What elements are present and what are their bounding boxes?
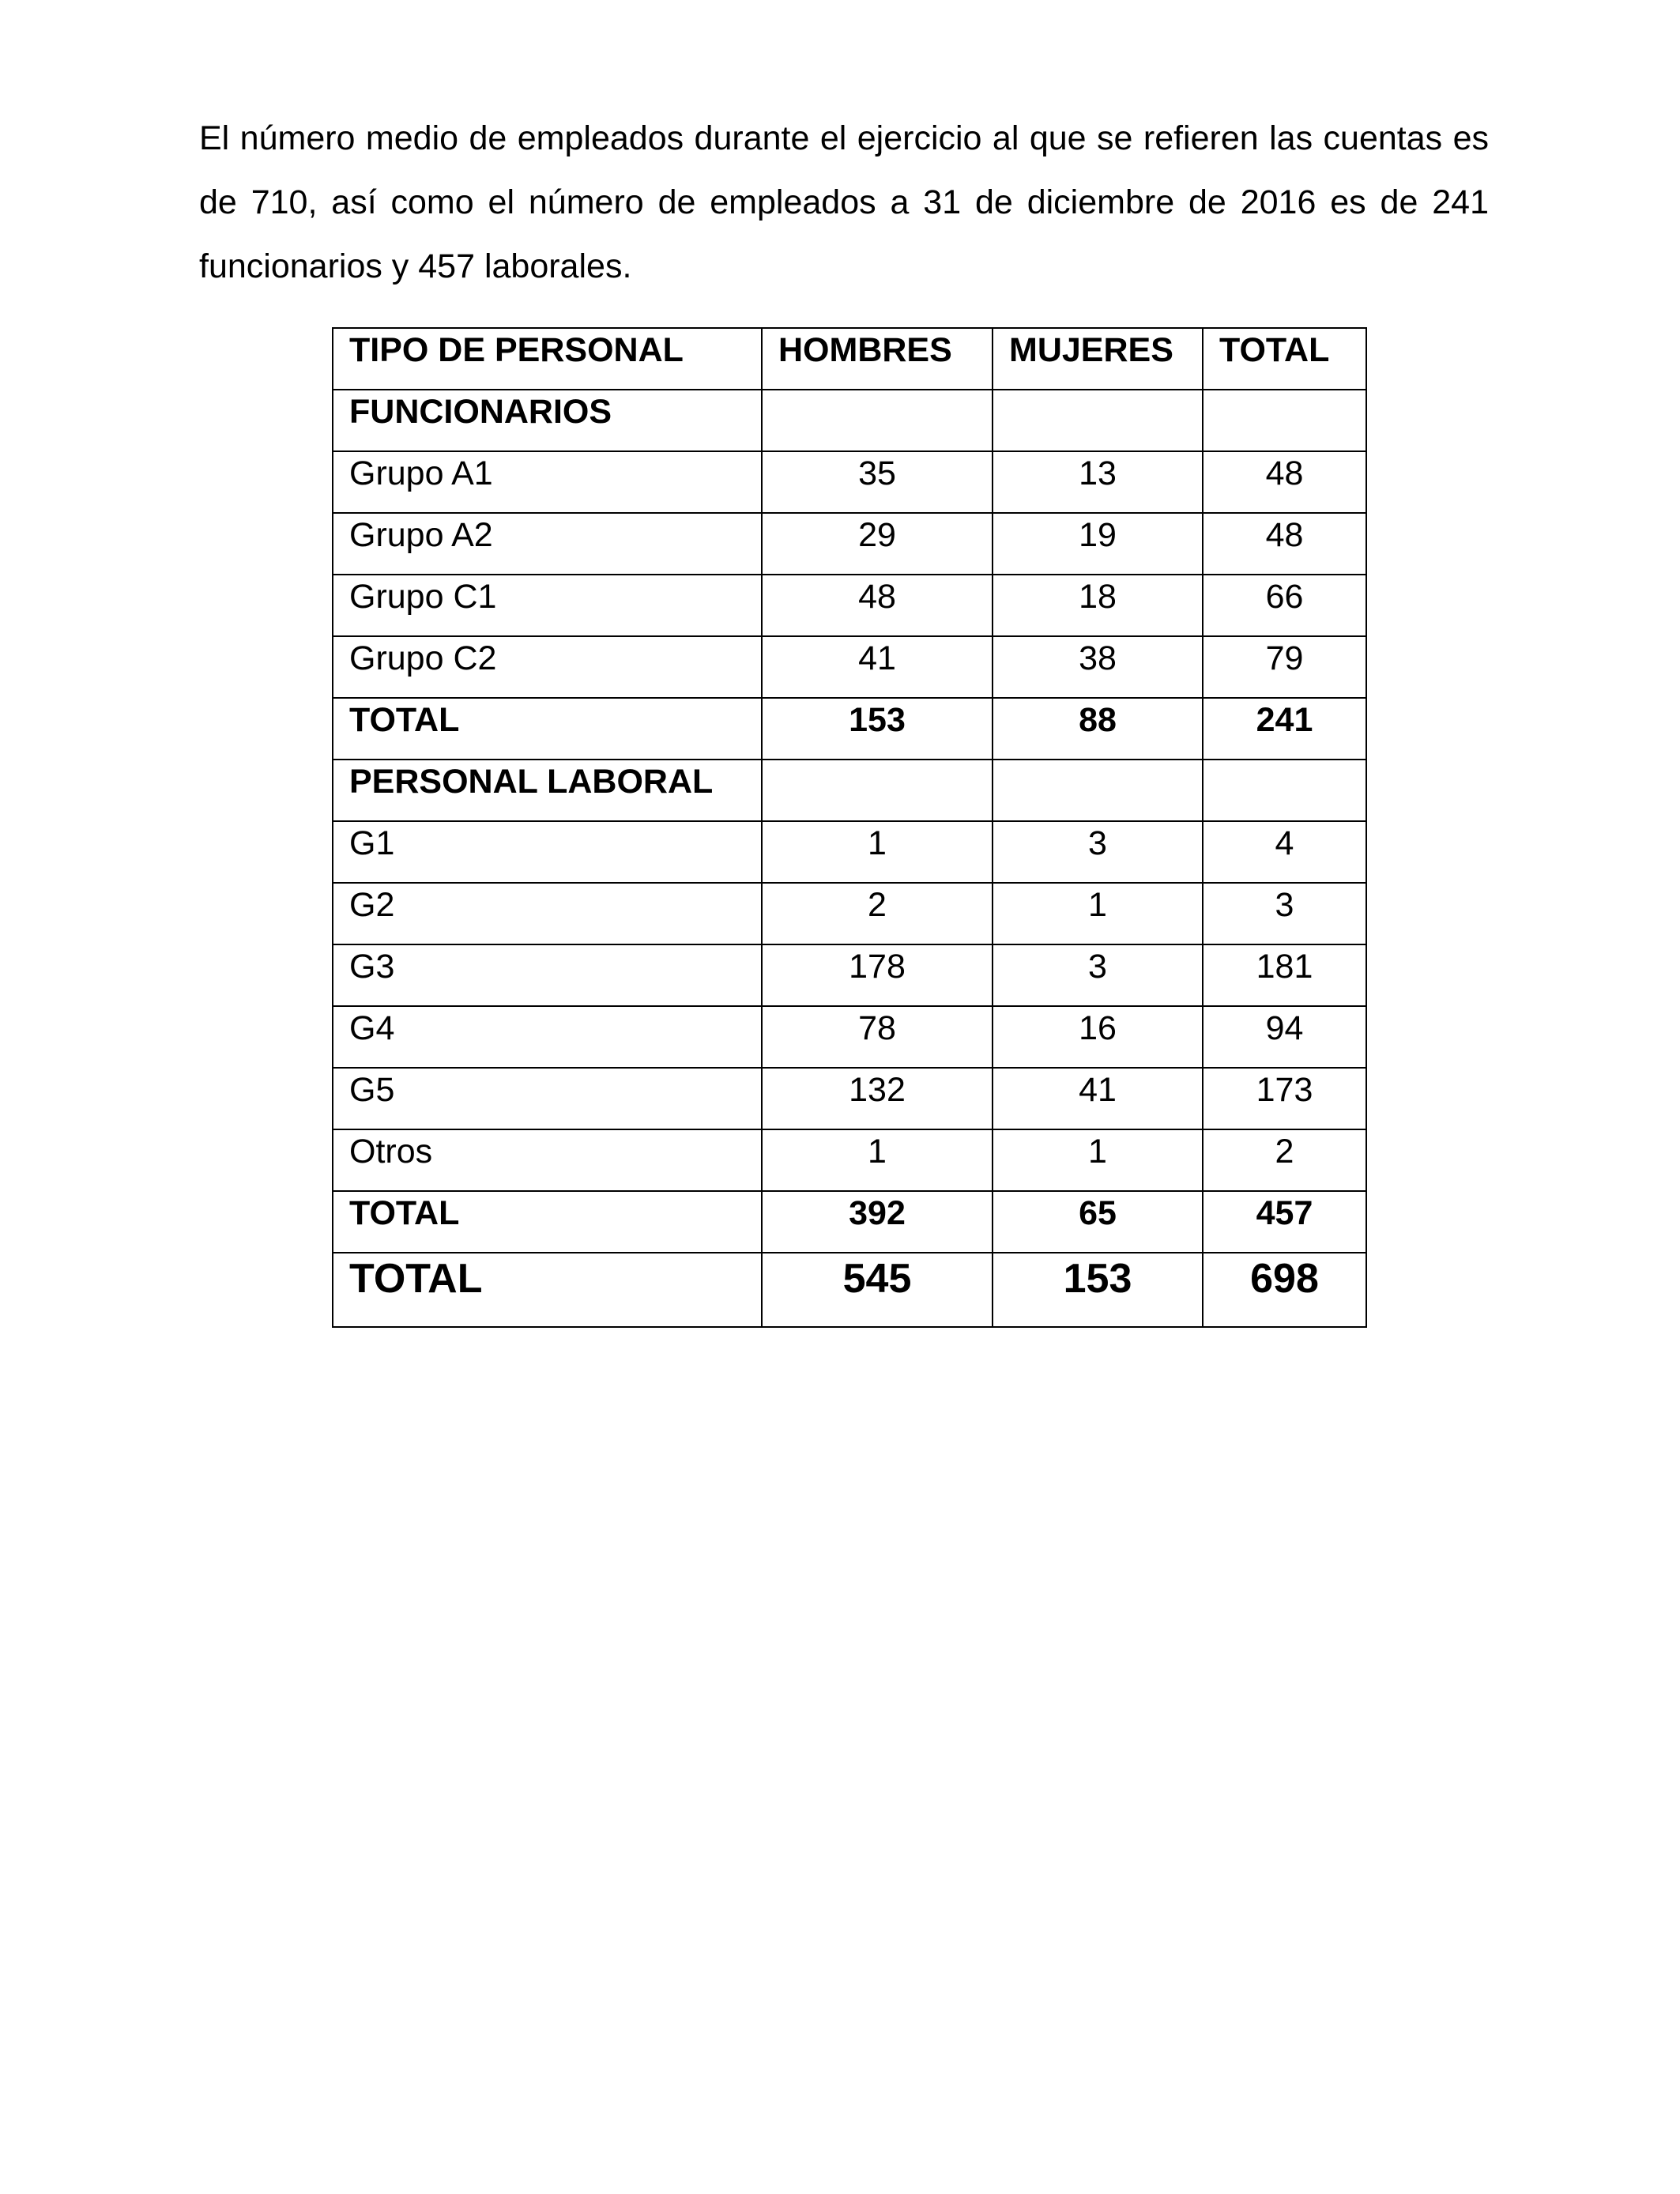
row-label: Grupo C2: [333, 636, 762, 698]
hombres-cell: 1: [762, 821, 993, 883]
table-row: [333, 636, 1366, 698]
mujeres-cell: 13: [993, 451, 1203, 513]
section-label: FUNCIONARIOS: [333, 390, 762, 451]
grand-total-label: TOTAL: [333, 1253, 762, 1327]
intro-paragraph: El número medio de empleados durante el ejercicio al que se refieren las cuentas es de 710, así como el número de empleados a 31 de diciembre de 2016 es de 241 funcionarios y 457 laborales.: [199, 119, 1489, 285]
row-label: G1: [333, 821, 762, 883]
total-cell: 48: [1203, 451, 1366, 513]
table-row: [333, 1068, 1366, 1129]
subtotal-hombres: 153: [762, 698, 993, 760]
hombres-cell: 41: [762, 636, 993, 698]
total-cell: 181: [1203, 944, 1366, 1006]
table-row: [333, 883, 1366, 944]
subtotal-total: 457: [1203, 1191, 1366, 1253]
mujeres-cell: 18: [993, 575, 1203, 636]
grand-total-row: [333, 1253, 1366, 1327]
header-tipo: TIPO DE PERSONAL: [333, 328, 762, 390]
mujeres-cell: 3: [993, 821, 1203, 883]
mujeres-cell: 16: [993, 1006, 1203, 1068]
table-row: [333, 451, 1366, 513]
total-cell: 4: [1203, 821, 1366, 883]
total-cell: 3: [1203, 883, 1366, 944]
subtotal-hombres: 392: [762, 1191, 993, 1253]
hombres-cell: 132: [762, 1068, 993, 1129]
total-cell: 79: [1203, 636, 1366, 698]
hombres-cell: 2: [762, 883, 993, 944]
row-label: Otros: [333, 1129, 762, 1191]
total-cell: 94: [1203, 1006, 1366, 1068]
section-label: PERSONAL LABORAL: [333, 760, 762, 821]
subtotal-label: TOTAL: [333, 698, 762, 760]
row-label: Grupo A2: [333, 513, 762, 575]
table-row: [333, 1006, 1366, 1068]
hombres-cell: 1: [762, 1129, 993, 1191]
mujeres-cell: 41: [993, 1068, 1203, 1129]
subtotal-mujeres: 88: [993, 698, 1203, 760]
table-row: [333, 513, 1366, 575]
subtotal-row-funcionarios: [333, 698, 1366, 760]
grand-total-total: 698: [1203, 1253, 1366, 1327]
total-cell: 66: [1203, 575, 1366, 636]
hombres-cell: 29: [762, 513, 993, 575]
row-label: G2: [333, 883, 762, 944]
header-mujeres: MUJERES: [993, 328, 1203, 390]
staff-table: [332, 327, 1367, 1328]
hombres-cell: 35: [762, 451, 993, 513]
subtotal-mujeres: 65: [993, 1191, 1203, 1253]
hombres-cell: 78: [762, 1006, 993, 1068]
table-header-row: [333, 328, 1366, 390]
total-cell: 2: [1203, 1129, 1366, 1191]
header-total: TOTAL: [1203, 328, 1366, 390]
table-row: [333, 1129, 1366, 1191]
mujeres-cell: 1: [993, 883, 1203, 944]
total-cell: 48: [1203, 513, 1366, 575]
row-label: G3: [333, 944, 762, 1006]
hombres-cell: 48: [762, 575, 993, 636]
subtotal-row-laboral: [333, 1191, 1366, 1253]
section-row-funcionarios: [333, 390, 1366, 451]
header-hombres: HOMBRES: [762, 328, 993, 390]
section-row-laboral: [333, 760, 1366, 821]
subtotal-label: TOTAL: [333, 1191, 762, 1253]
table-row: [333, 821, 1366, 883]
grand-total-mujeres: 153: [993, 1253, 1203, 1327]
table-row: [333, 944, 1366, 1006]
row-label: G5: [333, 1068, 762, 1129]
row-label: Grupo C1: [333, 575, 762, 636]
mujeres-cell: 19: [993, 513, 1203, 575]
mujeres-cell: 38: [993, 636, 1203, 698]
total-cell: 173: [1203, 1068, 1366, 1129]
row-label: Grupo A1: [333, 451, 762, 513]
row-label: G4: [333, 1006, 762, 1068]
grand-total-hombres: 545: [762, 1253, 993, 1327]
hombres-cell: 178: [762, 944, 993, 1006]
subtotal-total: 241: [1203, 698, 1366, 760]
table-row: [333, 575, 1366, 636]
mujeres-cell: 1: [993, 1129, 1203, 1191]
mujeres-cell: 3: [993, 944, 1203, 1006]
